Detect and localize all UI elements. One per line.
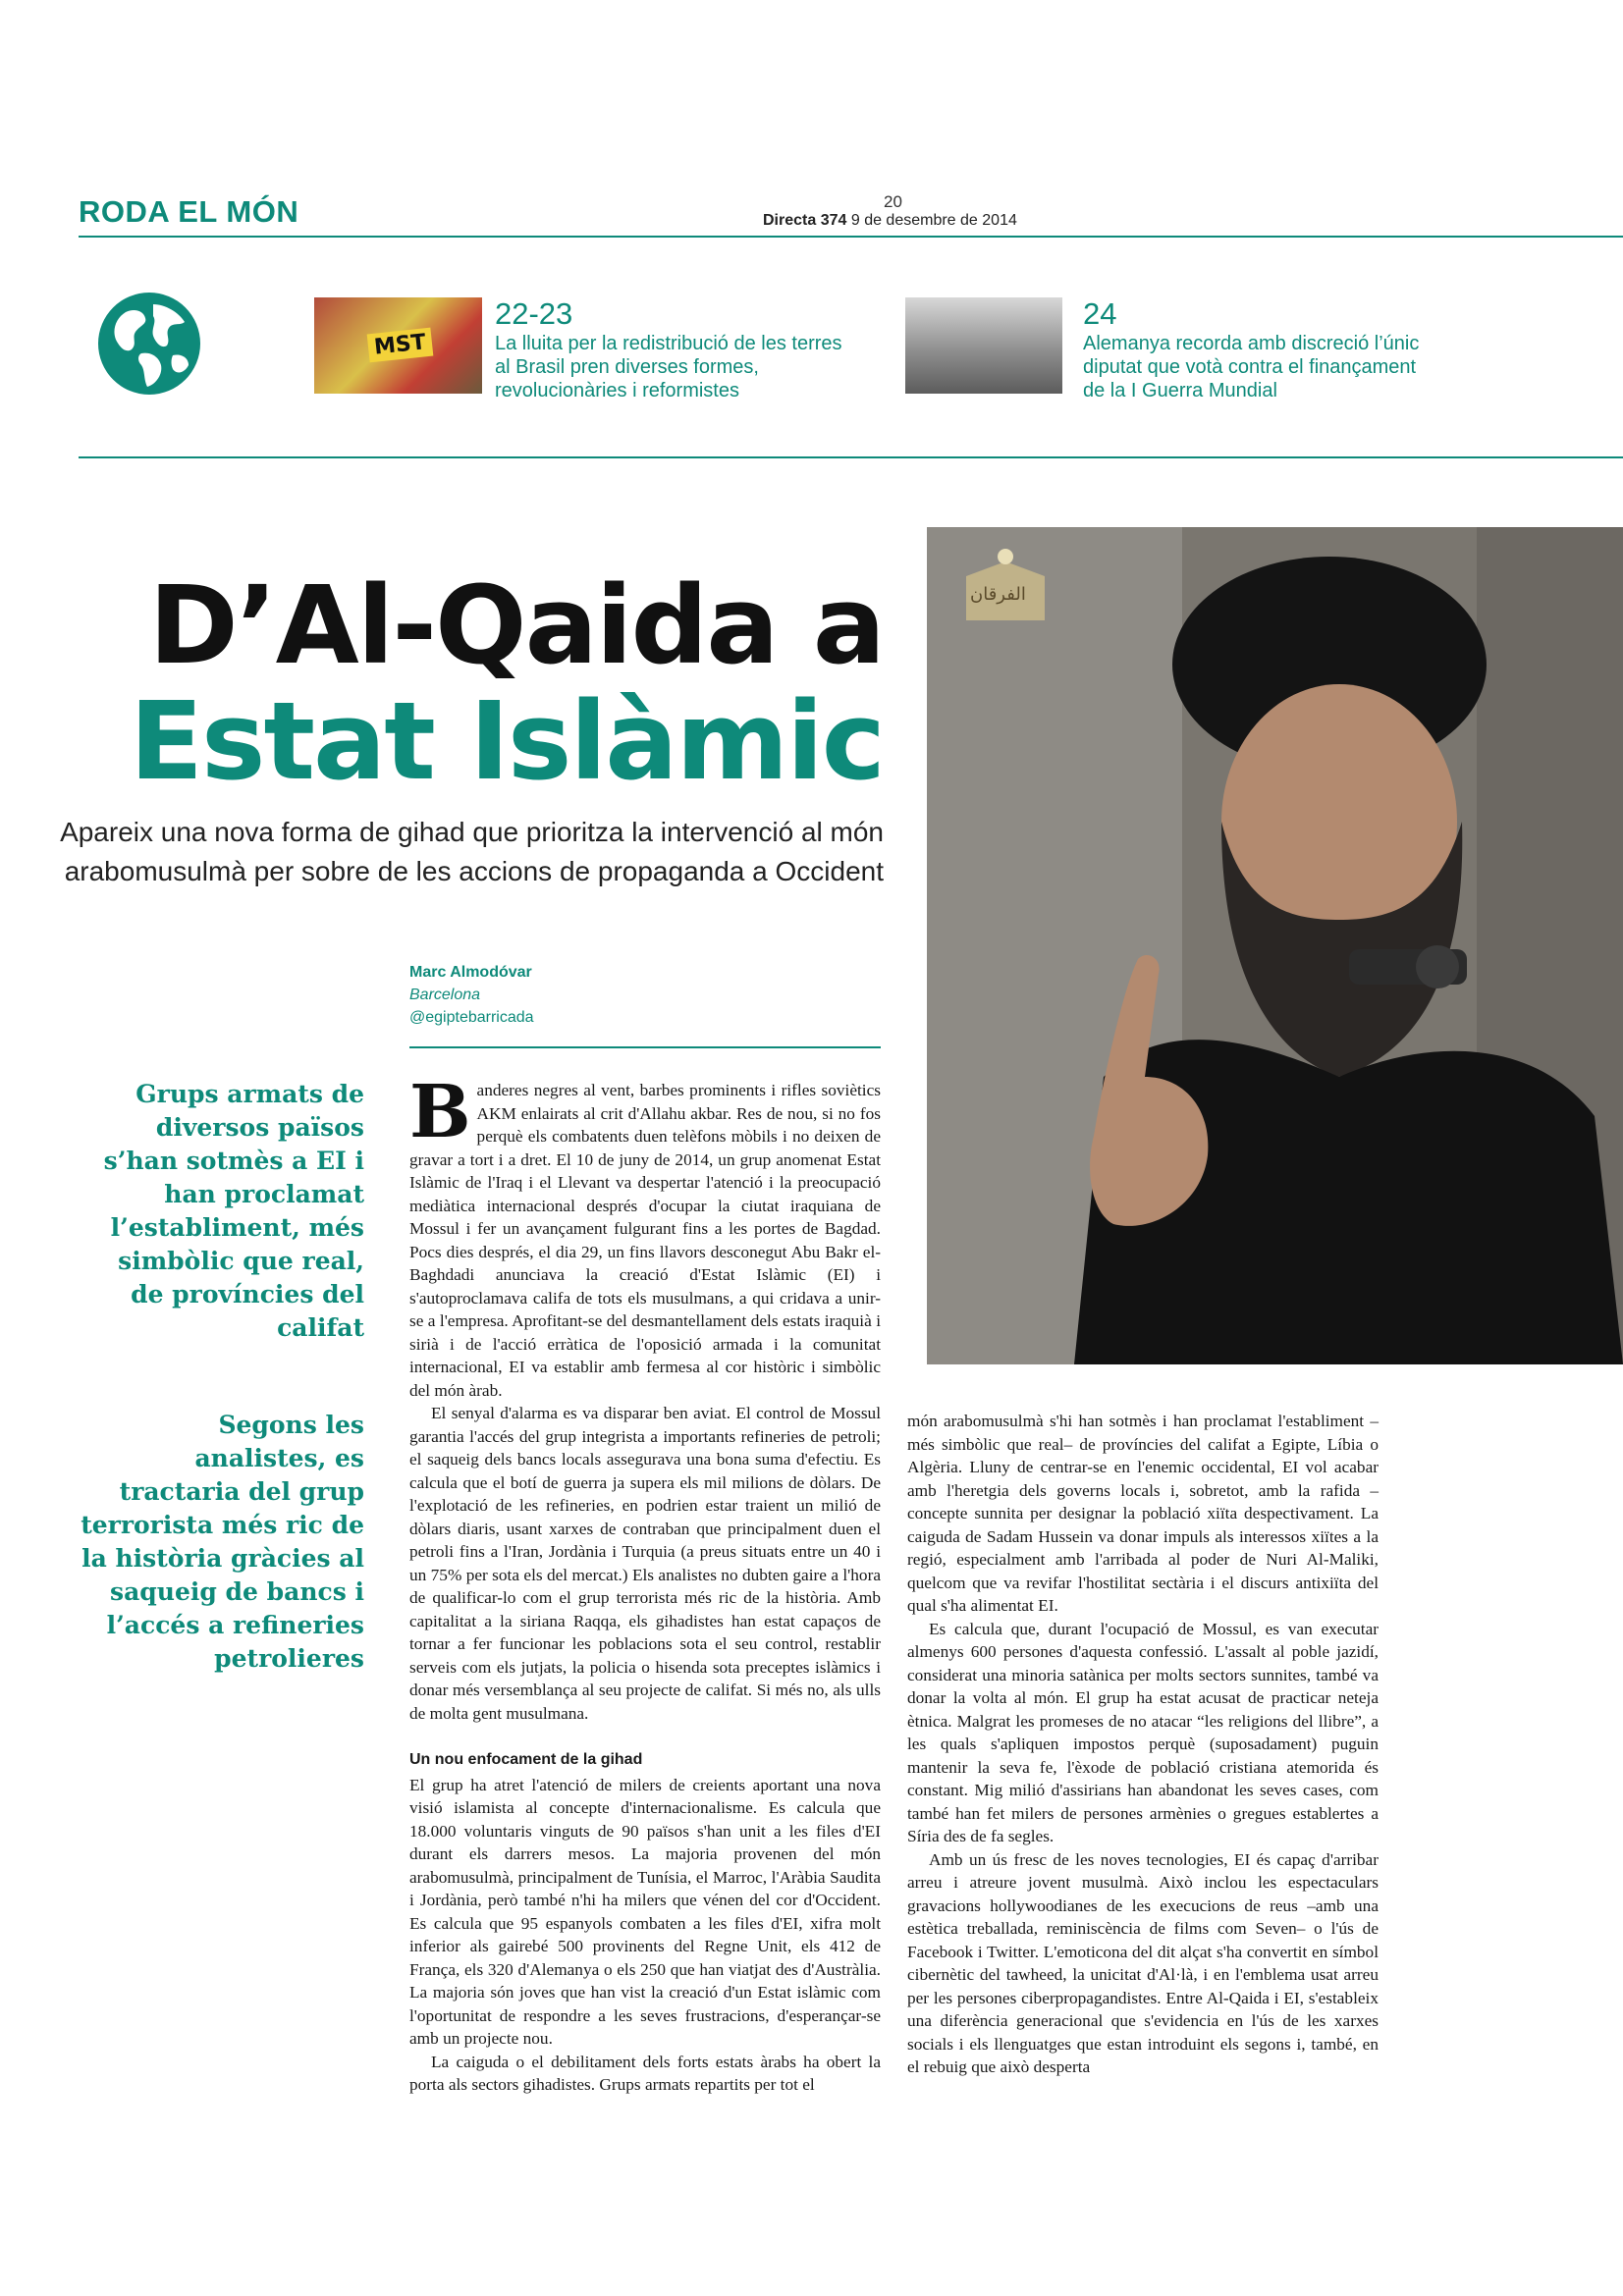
pullquote: Segons les analistes, es tractaria del grup terrorista més ric de la història gràcies al saqueig de bancs i l’accés a refineries petrolieres <box>81 1411 364 1673</box>
teaser-headline[interactable]: Alemanya recorda amb discreció l’únic diputat que votà contra el finançament de la I Guerra Mundial <box>1083 333 1420 401</box>
paragraph: El senyal d'alarma es va disparar ben aviat. El control de Mossul garantia l'accés del grup integrista a importants refineries de petroli; el saqueig dels bancs locals assegurava una bona suma d'efectiu. Es calcula que el botí de guerra ja supera els mil milions de dòlars. De l'explotació de les refineries, en podrien estar traient un milió de dòlars diaris, usant xarxes de contraban que principalment duen el petroli fins a l'Iran, Jordània i Turquia (a preus situats entre un 40 i un 75% per sota els del mercat.) Els analistes no dubten gaire a l'hora de qualificar-lo com el grup terrorista més ric de la història. Amb capitalitat a la siriana Raqqa, els gihadistes han estat capaços de tornar a fer funcionar les poblacions sota el seu control, restablir serveis com els jutjats, la policia o hisenda sota preceptes islàmics i donar més versemblança al seu projecte de califat. Si més no, als ulls de molta gent musulmana. <box>409 1404 881 1723</box>
page-number: 20 <box>884 192 902 211</box>
teaser-page-range[interactable]: 22-23 <box>495 296 573 331</box>
paragraph: El grup ha atret l'atenció de milers de creients aportant una nova visió islamista al concepte d'internacionalisme. Es calcula que 18.000 voluntaris vinguts de 90 països s'han unit a les files d'EI durant els darrers mesos. La majoria provenen del món arabomusulmà, principalment de Tunísia, el Marroc, l'Aràbia Saudita i Jordània, però també n'hi ha milers que vénen del cor d'Occident. Es calcula que 95 espanyols combaten a les files d'EI, xifra molt inferior als gairebé 500 provinents del Regne Unit, els 412 de França, els 320 d'Alemanya o els 250 que han viatjat des d'Austràlia. La majoria són joves que han vist la creació d'un Estat islàmic com l'oportunitat de respondre a les seves frustracions, d'esperançar-se amb un projecte nou. <box>409 1775 881 2048</box>
paragraph: La caiguda o el debilitament dels forts estats àrabs ha obert la porta als sectors gihadistes. Grups armats repartits per tot el <box>409 2052 881 2094</box>
paragraph-text: anderes negres al vent, barbes prominents i rifles soviètics AKM enlairats al crit d'Allahu akbar. Res de nou, si no fos perquè els combatents duen telèfons mòbils i no deixen de gravar a tort i a dret. El 10 de juny de 2014, un grup anomenat Estat Islàmic de l'Iraq i el Llevant va despertar l'atenció i la preocupació mediàtica internacional després d'ocupar la ciutat iraquiana de Mossul i fer un avançament fulgurant fins a les portes de Bagdad. Pocs dies després, el dia 29, un fins llavors desconegut Abu Bakr el-Baghdadi anunciava la creació d'Estat Islàmic (EI) i s'autoproclamava califa de tots els musulmans, a qui cridava a unir-se a l'empresa. Aprofitant-se del desmantellament dels estats iraquià i sirià i de l'acció erràtica de l'oposició armada i la comunitat internacional, EI va establir amb fermesa al cor històric i simbòlic del món àrab. <box>409 1081 881 1400</box>
thumbnail-sign-text: MST <box>367 328 433 363</box>
section-name: RODA EL MÓN <box>79 194 299 229</box>
paragraph <box>409 1070 881 1402</box>
byline <box>409 961 881 1029</box>
teaser-page-range[interactable]: 24 <box>1083 296 1117 331</box>
teaser-thumbnail-germany[interactable] <box>905 297 1062 394</box>
globe-icon <box>96 291 202 397</box>
article-standfirst: Apareix una nova forma de gihad que prioritza la intervenció al món arabomusulmà per sobre de les accions de propaganda a Occident <box>60 817 884 886</box>
author-location: Barcelona <box>409 987 481 1003</box>
paragraph: Amb un ús fresc de les noves tecnologies, EI és capaç d'arribar arreu i atreure jovent musulmà. Això inclou les espectaculars gravacions hollywoodianes de les execucions de reus –amb una estètica treballada, reminiscència de films com Seven– o l'ús de Facebook i Twitter. L'emoticona del dit alçat s'ha convertit en símbol cibernètic del tawheed, la unicitat d'Al·là, i en l'emblema usat arreu per les persones ciberpropagandistes. Entre Al-Qaida i EI, s'estableix una diferència generacional que s'evidencia en l'ús de les xarxes socials i els llenguatges que estan introduint els segons i, també, en el rebuig que això desperta <box>907 1849 1379 2076</box>
author-handle[interactable]: @egiptebarricada <box>409 1009 534 1026</box>
teaser-headline[interactable]: La lluita per la redistribució de les terres al Brasil pren diverses formes, revolucionàries i reformistes <box>495 333 842 401</box>
author-name: Marc Almodóvar <box>409 964 532 981</box>
drop-cap: B <box>409 1070 471 1154</box>
photo-illustration <box>927 527 1623 1364</box>
issue-line <box>763 212 1017 230</box>
byline-rule <box>409 1046 881 1048</box>
teaser-thumbnail-brazil[interactable] <box>314 297 482 394</box>
paragraph: món arabomusulmà s'hi han sotmès i han proclamat l'establiment –més simbòlic que real– de províncies del califat a Egipte, Líbia o Algèria. Lluny de centrar-se en l'enemic occidental, EI vol acabar amb l'heretgia dels governs locals i, sobretot, amb la rafida –concepte sunnita per designar la població xiïta despectivament. La caiguda de Sadam Hussein va donar impuls als interessos xiïtes a la regió, especialment amb l'arribada al poder de Nuri Al-Maliki, quelcom que va revifar l'hostilitat sectària i el discurs antixiïta del qual s'ha alimentat EI. <box>907 1412 1379 1615</box>
headline-line-2: Estat Islàmic <box>129 678 884 804</box>
pullquote: Grups armats de diversos països s’han sotmès a EI i han proclamat l’establiment, més simbòlic que real, de províncies del califat <box>103 1080 364 1342</box>
article-body-column-2 <box>907 1410 1379 2079</box>
article-body-column-1 <box>409 1070 881 2097</box>
article-photo <box>927 527 1623 1364</box>
watermark-text: الفرقان <box>970 584 1026 605</box>
teaser-rule <box>79 456 1623 458</box>
publication-name: Directa 374 <box>763 212 847 229</box>
article-headline <box>129 562 884 804</box>
header-rule <box>79 236 1623 238</box>
paragraph: Es calcula que, durant l'ocupació de Mossul, es van executar almenys 600 persones d'aquesta confessió. L'assalt al poble jazidí, considerat una minoria satànica per molts sectors sunnites, també va donar la volta al món. El grup ha estat acusat de practicar neteja ètnica. Malgrat les promeses de no atacar “les religions del llibre”, a les quals s'apliquen impostos perquè (suposadament) puguin mantenir la seva fe, l'èxode de població cristiana atemorida és constant. Mig milió d'assirians han abandonat les seves cases, com també han fet milers de persones armènies o gregues establertes a Síria des de fa segles. <box>907 1619 1379 1845</box>
article-subhead: Un nou enfocament de la gihad <box>409 1751 643 1768</box>
issue-date: 9 de desembre de 2014 <box>850 212 1017 229</box>
headline-line-1: D’Al-Qaida a <box>148 562 884 688</box>
